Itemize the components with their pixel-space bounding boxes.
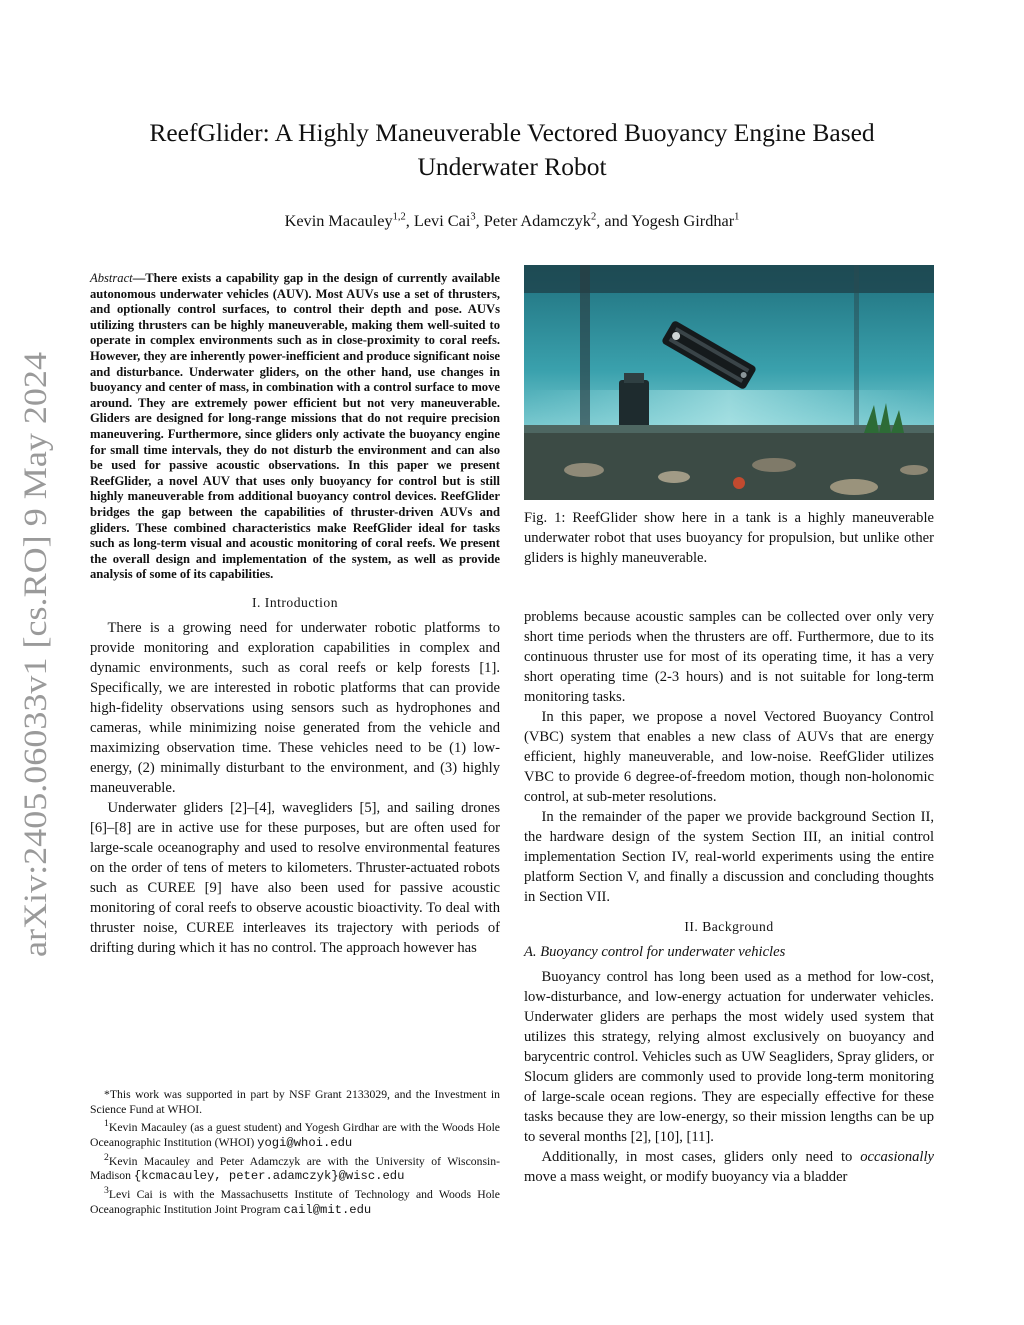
section-heading-introduction: I. Introduction — [251, 594, 339, 610]
footnote-text: Kevin Macauley and Peter Adamczyk are with the University of Wisconsin-Madison — [90, 1154, 500, 1183]
paragraph — [524, 1147, 934, 1187]
email: cail@mit.edu — [283, 1202, 372, 1217]
author-list — [90, 211, 934, 231]
author-name: Kevin Macauley — [284, 211, 393, 230]
paragraph: There is a growing need for underwater robotic platforms to provide monitoring and exploration capabilities in complex and dynamic environments, such as coral reefs or kelp forests [1]. Specifically, we are interested in robotic platforms that can provide high-fidelity observations using sensors such as hydrophones and cameras, while minimizing noise generated from the vehicle and maximizing observation time. These vehicles need to be (1) low-energy, (2) minimally disturbant to the environment, and (3) highly maneuverable. — [90, 619, 500, 796]
abstract-label: Abstract — [90, 271, 133, 285]
abstract-dash: — — [132, 271, 146, 285]
footnote-affiliation-2 — [90, 1151, 500, 1184]
paragraph: Buoyancy control has long been used as a method for low-cost, low-disturbance, and low-energy actuation for underwater vehicles. Underwater gliders are perhaps the most widely used system that utilizes this strategy, relying almost exclusively on buoyancy and barycentric control. Vehicles such as UW Seagliders, Spray gliders, or Slocum gliders are commonly used to provide long-term monitoring of large-scale ocean regions. They are especially effective for these tasks because they are low-energy, so their mission lengths can be up to several months [2], [10], [11]. — [524, 969, 934, 1145]
abstract — [90, 271, 500, 583]
footnote-text: Levi Cai is with the Massachusetts Institute of Technology and Woods Hole Oceanographic Institution Joint Program — [90, 1187, 500, 1216]
author-affiliation: 1,2 — [392, 211, 406, 223]
paragraph: In the remainder of the paper we provide background Section II, the hardware design of the system Section III, an initial control implementation Section IV, real-world experiments using the entire platform Section V, and finally a discussion and concluding thoughts in Section VII. — [524, 809, 934, 905]
abstract-text: There exists a capability gap in the design of currently available autonomous underwater vehicles (AUV). Most AUVs use a set of thrusters, and optionally control surfaces, to control their depth and pose. AUVs utilizing thrusters can be highly maneuverable, making them well-suited to operate in complex environments such as in close-proximity to coral reefs. However, they are inherently power-inefficient and produce significant noise and disturbance. Underwater gliders, on the other hand, use changes in buoyancy and center of mass, in combination with a control surface to move around. They are extremely power efficient but not very maneuverable. Gliders are designed for long-range missions that do not require precision maneuvering. Furthermore, since gliders only activate the buoyancy engine for small time intervals, they do not disturb the environment and can also be used for passive acoustic observations. In this paper we present ReefGlider, a novel AUV that uses only buoyancy for control but is still highly maneuverable from additional buoyancy control devices. ReefGlider bridges the gap between the capabilities of thruster-driven AUVs and gliders. These combined characteristics make ReefGlider ideal for tasks such as long-term visual and acoustic monitoring of coral reefs. We present the overall design and implementation of the system, as well as provide analysis of some of its capabilities. — [90, 271, 500, 582]
email: {kcmacauley, peter.adamczyk}@wisc.edu — [133, 1169, 405, 1184]
arxiv-id-text: arXiv:2405.06033v1 [cs.RO] 9 May 2024 — [18, 403, 54, 957]
figure-caption: Fig. 1: ReefGlider show here in a tank is a highly maneuverable underwater robot that uses buoyancy for propulsion, but unlike other gliders is highly maneuverable. — [524, 510, 934, 566]
paragraph: In this paper, we propose a novel Vectored Buoyancy Control (VBC) system that enables a new class of AUVs that are energy efficient, highly maneuverable, and low-noise. ReefGlider utilizes VBC to provide 6 degree-of-freedom motion, though non-holonomic control, at sub-meter resolutions. — [524, 709, 934, 805]
author-affiliation: 2 — [590, 211, 597, 223]
footnote-text: Kevin Macauley (as a guest student) and Yogesh Girdhar are with the Woods Hole Oceanographic Institution (WHOI) — [90, 1121, 500, 1149]
paragraph: Underwater gliders [2]–[4], wavegliders [5], and sailing drones [6]–[8] are in active use for these purposes, but are often used for large-scale oceanography and used to resolve environmental features on the order of tens of meters to kilometers. Thruster-actuated robots such as CUREE [9] have also been used for passive acoustic monitoring of coral reefs to observe acoustic bioactivity. To deal with thruster noise, CUREE interleaves its trajectory with periods of drifting during which it has no control. The approach however has — [90, 799, 500, 956]
email: yogi@whoi.edu — [257, 1136, 353, 1150]
author-name: Yogesh Girdhar — [631, 211, 735, 230]
author-separator: , and — [596, 211, 632, 230]
footnote-funding: *This work was supported in part by NSF Grant 2133029, and the Investment in Science Fund at WHOI. — [90, 1088, 500, 1116]
subsection-heading: A. Buoyancy control for underwater vehicles — [524, 944, 786, 960]
author-affiliation: 1 — [734, 211, 740, 223]
author-affiliation: 3 — [470, 211, 476, 223]
text-span: Additionally, in most cases, gliders only need to — [541, 1149, 861, 1165]
figure-photo — [524, 265, 934, 500]
paragraph: problems because acoustic samples can be collected over only very short time periods when the thrusters are off. Furthermore, due to its continuous thruster use for most of its operating time, it has a very short operating time (2-3 hours) and is not suitable for long-term monitoring tasks. — [524, 609, 934, 705]
author-separator: , — [405, 211, 414, 230]
author-name: Peter Adamczyk — [483, 211, 591, 230]
author-name: Levi Cai — [413, 211, 471, 230]
footnote-marker: 1 — [104, 1118, 109, 1130]
paper-title: ReefGlider: A Highly Maneuverable Vectored Buoyancy Engine Based Underwater Robot — [149, 118, 875, 181]
tank-photo-image — [524, 265, 934, 500]
author-separator: , — [475, 211, 484, 230]
arxiv-stamp — [6, 350, 62, 960]
text-span: move a mass weight, or modify buoyancy via a bladder — [524, 1169, 848, 1185]
section-heading-background: II. Background — [684, 919, 774, 934]
footnote-marker: 3 — [104, 1185, 109, 1196]
footnote-marker: 2 — [104, 1151, 109, 1163]
footnotes — [90, 1088, 500, 1217]
footnote-affiliation-1 — [90, 1117, 500, 1150]
footnote-affiliation-3 — [90, 1184, 500, 1217]
right-column — [524, 607, 934, 1187]
emphasis-text: occasionally — [860, 1149, 934, 1165]
left-column — [90, 271, 500, 958]
